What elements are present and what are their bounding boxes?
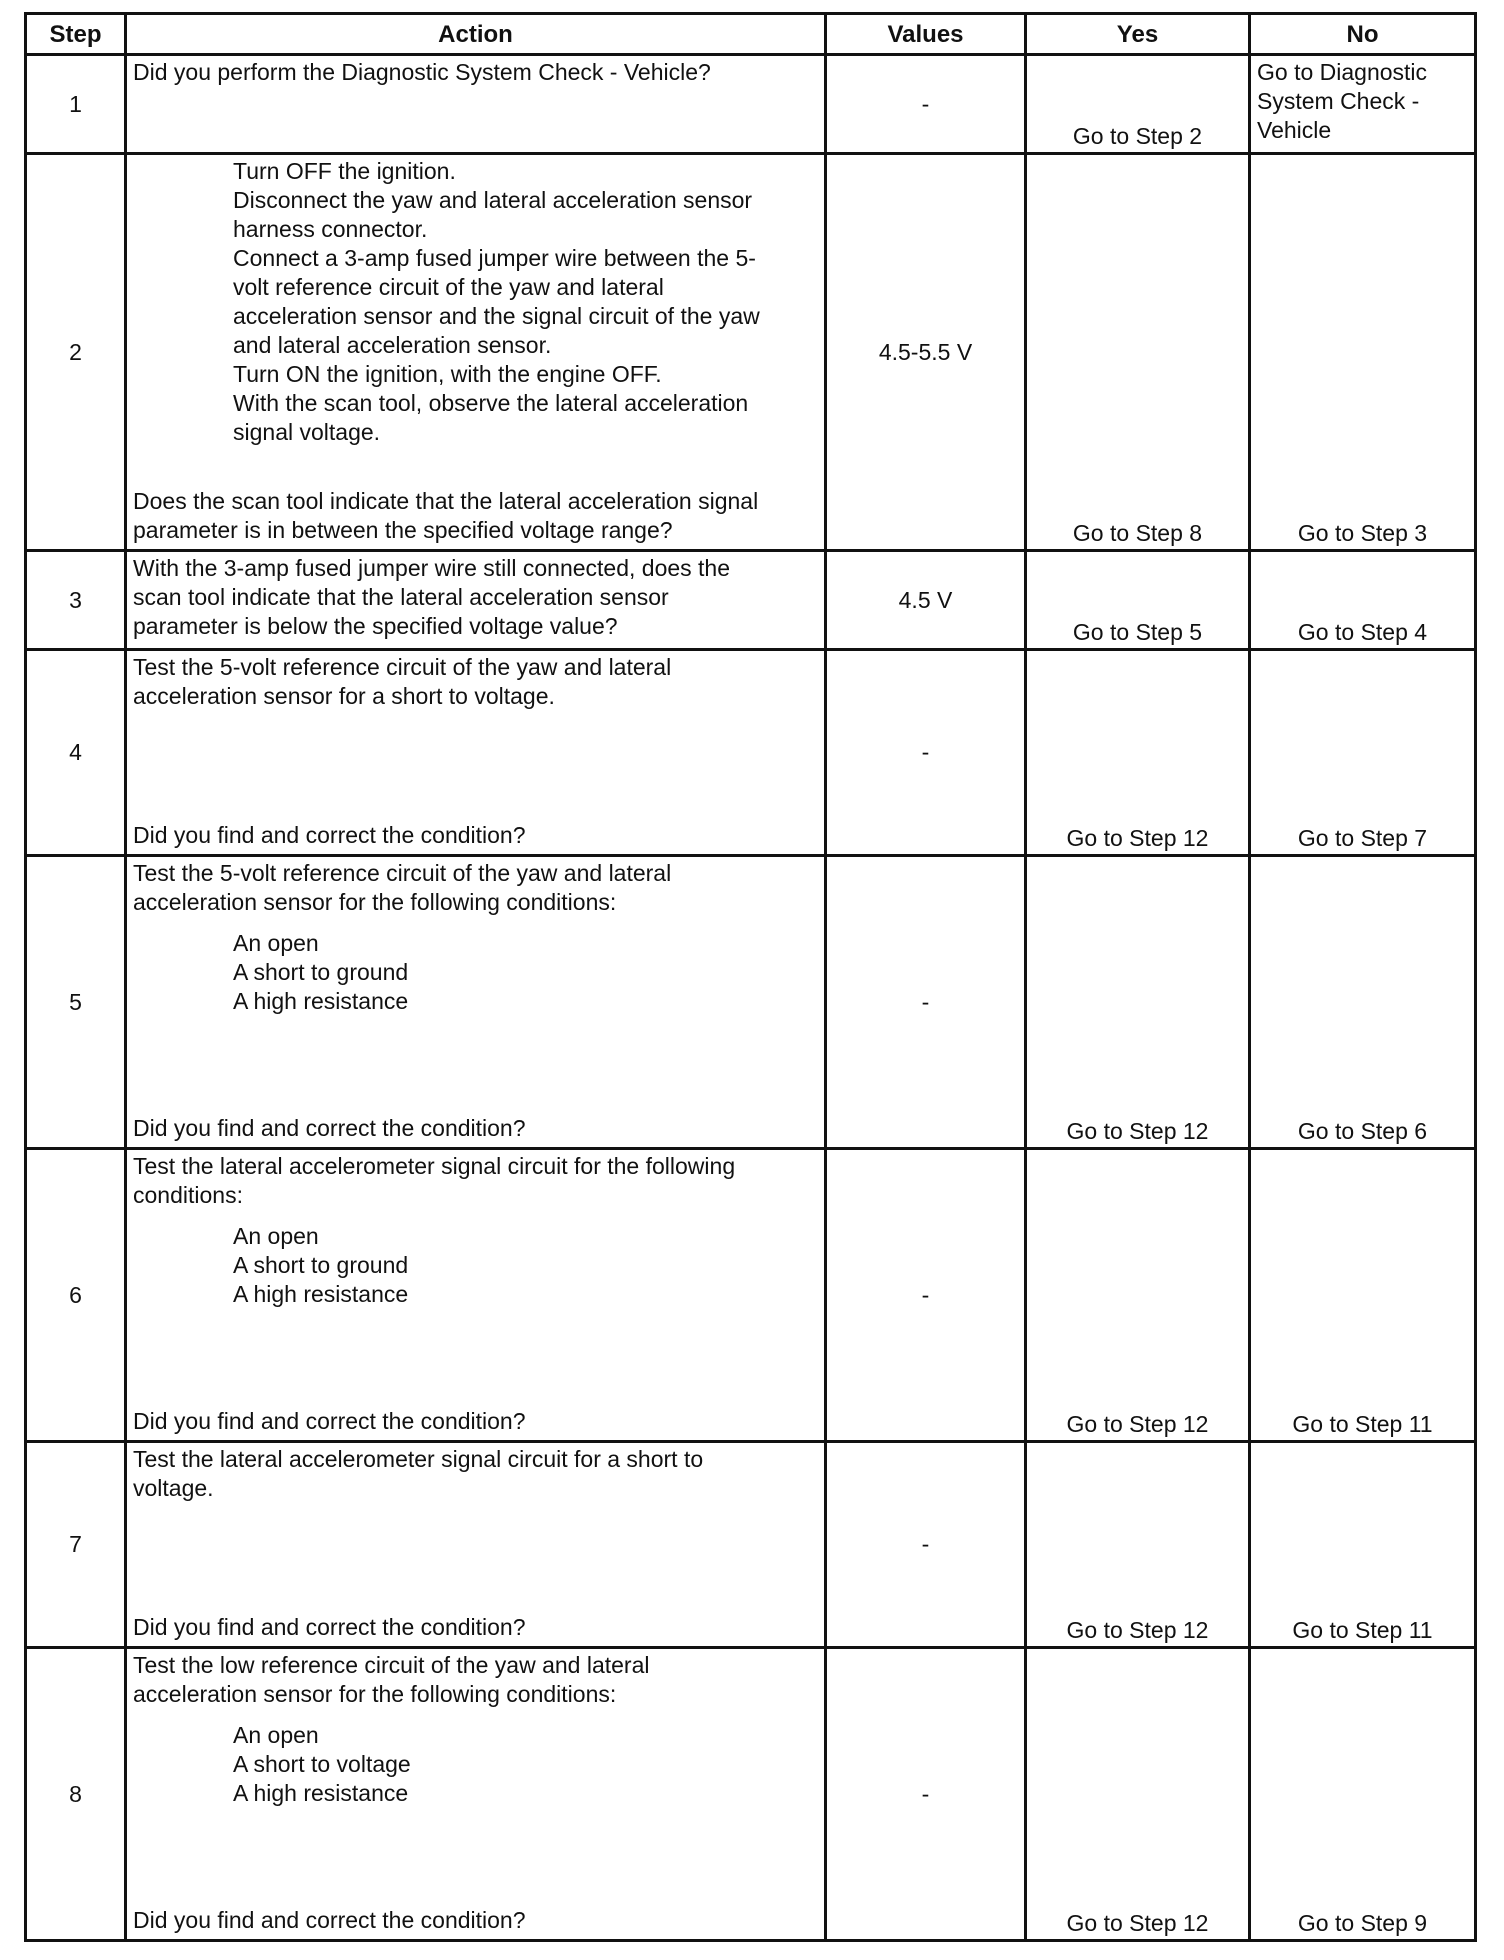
action-question: Did you find and correct the condition? [133, 1115, 526, 1141]
action-item: A high resistance [233, 1281, 409, 1307]
value-cell: - [826, 1149, 1026, 1442]
no-cell [1250, 650, 1476, 856]
action-text: parameter is below the specified voltage value? [133, 613, 618, 639]
action-item: signal voltage. [233, 419, 381, 445]
table-row [26, 1648, 1476, 1941]
action-item: Turn ON the ignition, with the engine OFF. [233, 361, 662, 387]
action-item: Connect a 3-amp fused jumper wire between the 5- [233, 245, 756, 271]
action-cell [126, 154, 826, 551]
yes-cell [1026, 856, 1250, 1149]
action-text: acceleration sensor for the following conditions: [133, 1681, 617, 1707]
action-text: Test the low reference circuit of the yaw and lateral [133, 1652, 650, 1678]
table-row [26, 1442, 1476, 1648]
yes-result: Go to Step 12 [1066, 1118, 1209, 1144]
header-step: Step [26, 14, 126, 55]
no-cell [1250, 1648, 1476, 1941]
header-values: Values [826, 14, 1026, 55]
yes-cell [1026, 650, 1250, 856]
yes-result: Go to Step 12 [1066, 1617, 1209, 1643]
value-cell: - [826, 55, 1026, 154]
action-item: and lateral acceleration sensor. [233, 332, 552, 358]
step-number: 3 [26, 551, 126, 650]
action-text: voltage. [133, 1475, 214, 1501]
no-cell [1250, 1442, 1476, 1648]
action-item: Turn OFF the ignition. [233, 158, 456, 184]
action-item: harness connector. [233, 216, 428, 242]
no-cell [1250, 1149, 1476, 1442]
action-question: Did you find and correct the condition? [133, 1614, 526, 1640]
no-result: Go to Step 7 [1297, 825, 1428, 851]
action-question: parameter is in between the specified voltage range? [133, 517, 673, 543]
yes-result: Go to Step 12 [1066, 1910, 1209, 1936]
yes-result: Go to Step 12 [1066, 1411, 1209, 1437]
action-item: volt reference circuit of the yaw and lateral [233, 274, 664, 300]
value-cell: - [826, 1648, 1026, 1941]
action-item: With the scan tool, observe the lateral acceleration [233, 390, 749, 416]
yes-cell [1026, 1648, 1250, 1941]
action-question: Did you find and correct the condition? [133, 1408, 526, 1434]
no-cell [1250, 551, 1476, 650]
action-cell [126, 1149, 826, 1442]
yes-result: Go to Step 12 [1066, 825, 1209, 851]
action-text: acceleration sensor for a short to voltage. [133, 683, 555, 709]
yes-cell [1026, 551, 1250, 650]
step-number: 4 [26, 650, 126, 856]
no-cell [1250, 856, 1476, 1149]
table-row [26, 154, 1476, 551]
yes-cell [1026, 1149, 1250, 1442]
table-row [26, 55, 1476, 154]
action-text: With the 3-amp fused jumper wire still connected, does the [133, 555, 731, 581]
no-result: Go to Step 3 [1297, 520, 1428, 546]
action-cell [126, 55, 826, 154]
yes-result: Go to Step 5 [1072, 619, 1203, 645]
action-item: Disconnect the yaw and lateral acceleration sensor [233, 187, 753, 213]
value-cell: - [826, 856, 1026, 1149]
action-text: Test the lateral accelerometer signal circuit for a short to [133, 1446, 704, 1472]
action-item: A high resistance [233, 988, 409, 1014]
yes-cell [1026, 55, 1250, 154]
header-row [26, 14, 1476, 55]
step-number: 8 [26, 1648, 126, 1941]
action-text: Test the 5-volt reference circuit of the yaw and lateral [133, 654, 672, 680]
action-item: A short to ground [233, 959, 409, 985]
action-item: An open [233, 1722, 319, 1748]
value-cell: 4.5 V [826, 551, 1026, 650]
value-cell: 4.5-5.5 V [826, 154, 1026, 551]
action-question: Does the scan tool indicate that the lateral acceleration signal [133, 488, 759, 514]
no-result: Go to Step 11 [1292, 1411, 1433, 1437]
table-row [26, 1149, 1476, 1442]
action-cell [126, 1442, 826, 1648]
step-number: 7 [26, 1442, 126, 1648]
action-item: A short to ground [233, 1252, 409, 1278]
action-cell [126, 856, 826, 1149]
action-item: acceleration sensor and the signal circuit of the yaw [233, 303, 760, 329]
action-text: acceleration sensor for the following conditions: [133, 889, 617, 915]
value-cell: - [826, 1442, 1026, 1648]
step-number: 1 [26, 55, 126, 154]
no-result-line: System Check - [1257, 88, 1420, 114]
no-result-line: Go to Diagnostic [1257, 59, 1428, 85]
step-number: 5 [26, 856, 126, 1149]
action-item: An open [233, 1223, 319, 1249]
action-cell [126, 1648, 826, 1941]
table-row [26, 650, 1476, 856]
action-cell [126, 551, 826, 650]
no-result-line: Vehicle [1257, 117, 1332, 143]
no-cell [1250, 154, 1476, 551]
action-item: A short to voltage [233, 1751, 411, 1777]
no-result: Go to Step 6 [1297, 1118, 1428, 1144]
action-item: An open [233, 930, 319, 956]
header-action: Action [126, 14, 826, 55]
yes-result: Go to Step 8 [1072, 520, 1203, 546]
header-yes: Yes [1026, 14, 1250, 55]
yes-cell [1026, 154, 1250, 551]
action-text: scan tool indicate that the lateral acceleration sensor [133, 584, 669, 610]
yes-result: Go to Step 2 [1072, 123, 1203, 149]
action-item: A high resistance [233, 1780, 409, 1806]
table-row [26, 856, 1476, 1149]
header-no: No [1250, 14, 1476, 55]
action-text: conditions: [133, 1182, 243, 1208]
step-number: 6 [26, 1149, 126, 1442]
action-question: Did you find and correct the condition? [133, 822, 526, 848]
no-result: Go to Step 4 [1297, 619, 1428, 645]
diagnostic-table [24, 12, 1477, 1942]
yes-cell [1026, 1442, 1250, 1648]
table-row [26, 551, 1476, 650]
step-number: 2 [26, 154, 126, 551]
no-cell [1250, 55, 1476, 154]
action-text: Did you perform the Diagnostic System Check - Vehicle? [133, 59, 711, 85]
value-cell: - [826, 650, 1026, 856]
action-text: Test the 5-volt reference circuit of the yaw and lateral [133, 860, 672, 886]
no-result: Go to Step 11 [1292, 1617, 1433, 1643]
action-question: Did you find and correct the condition? [133, 1907, 526, 1933]
action-text: Test the lateral accelerometer signal circuit for the following [133, 1153, 736, 1179]
action-cell [126, 650, 826, 856]
no-result: Go to Step 9 [1297, 1910, 1428, 1936]
